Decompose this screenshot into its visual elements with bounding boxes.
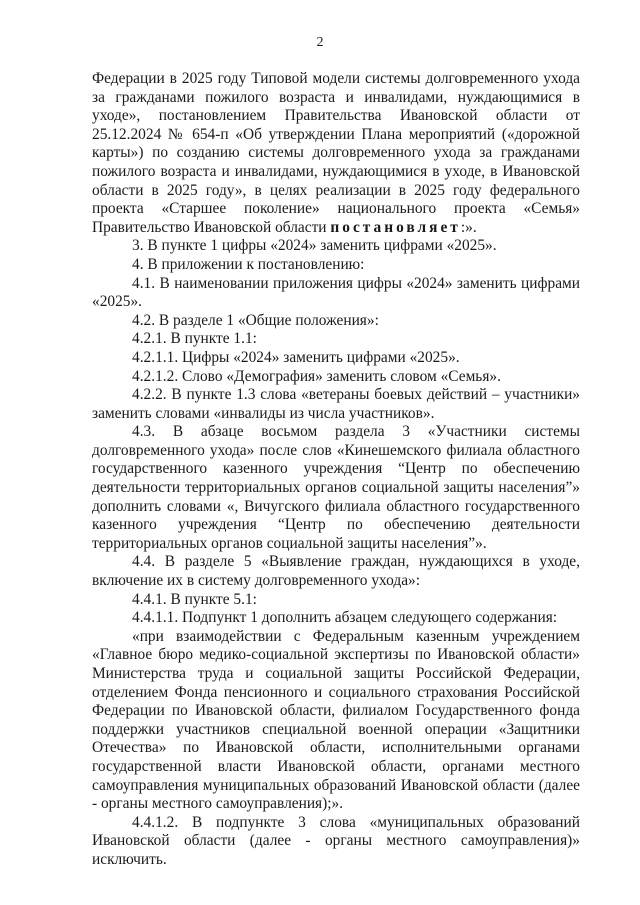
paragraph-4-3: 4.3. В абзаце восьмом раздела 3 «Участники системы долговременного ухода» после слов «Кинешемского филиала областного государственного казенного учреждения “Центр по обеспечению деятельности территориальных органов социальной защиты населения”» дополнить словами «, Вичугского филиала областного государственного казенного учреждения “Центр по обеспечению деятельности территориальных органов социальной защиты населения”». [92, 423, 580, 552]
paragraph-intro [92, 70, 580, 237]
paragraph-quoted-addition: «при взаимодействии с Федеральным казенным учреждением «Главное бюро медико-социальной экспертизы по Ивановской области» Министерства труда и социальной защиты Российской Федерации, отделением Фонда пенсионного и социального страхования Российской Федерации по Ивановской области, филиалом Государственного фонда поддержки участников специальной военной операции «Защитники Отечества» по Ивановской области, исполнительными органами государственной власти Ивановской области, органами местного самоуправления муниципальных образований Ивановской области (далее - органы местного самоуправления);». [92, 627, 580, 813]
decree-word: постановляет [330, 218, 461, 236]
paragraph-4-2-1-1: 4.2.1.1. Цифры «2024» заменить цифрами «2025». [132, 348, 460, 366]
paragraph-4-2: 4.2. В разделе 1 «Общие положения»: [132, 311, 379, 329]
paragraph-4-1: 4.1. В наименовании приложения цифры «2024» заменить цифрами «2025». [92, 274, 580, 311]
decree-tail: :». [460, 218, 477, 236]
paragraph-4-4-1-1: 4.4.1.1. Подпункт 1 дополнить абзацем следующего содержания: [132, 609, 558, 627]
paragraph-4-4-1-2: 4.4.1.2. В подпункте 3 слова «муниципальных образований Ивановской области (далее - органы местного самоуправления)» исключить. [92, 813, 580, 868]
paragraph-4-2-1-2: 4.2.1.2. Слово «Демография» заменить словом «Семья». [132, 367, 501, 385]
intro-text: Федерации в 2025 году Типовой модели системы долговременного ухода за гражданами пожилого возраста и инвалидами, нуждающимися в уходе», постановлением Правительства Ивановской области от 25.12.2024 № 654-п «Об утверждении Плана мероприятий («дорожной карты») по созданию системы долговременного ухода за гражданами пожилого возраста и инвалидами, нуждающимися в уходе, в Ивановской области в 2025 году», в целях реализации в 2025 году федерального проекта «Старшее поколение» национального проекта «Семья» Правительство Ивановской области [92, 70, 580, 236]
paragraph-4-4: 4.4. В разделе 5 «Выявление граждан, нуждающихся в уходе, включение их в систему долговременного ухода»: [92, 553, 580, 590]
paragraph-4-2-2: 4.2.2. В пункте 1.3 слова «ветераны боевых действий – участники» заменить словами «инвалиды из числа участников». [92, 386, 580, 422]
paragraph-4-2-1: 4.2.1. В пункте 1.1: [132, 330, 257, 348]
document-body [92, 70, 580, 870]
paragraph-4-4-1: 4.4.1. В пункте 5.1: [132, 590, 257, 608]
page-number: 2 [316, 35, 324, 50]
paragraph-3: 3. В пункте 1 цифры «2024» заменить цифрами «2025». [132, 237, 497, 255]
paragraph-4: 4. В приложении к постановлению: [132, 255, 365, 273]
